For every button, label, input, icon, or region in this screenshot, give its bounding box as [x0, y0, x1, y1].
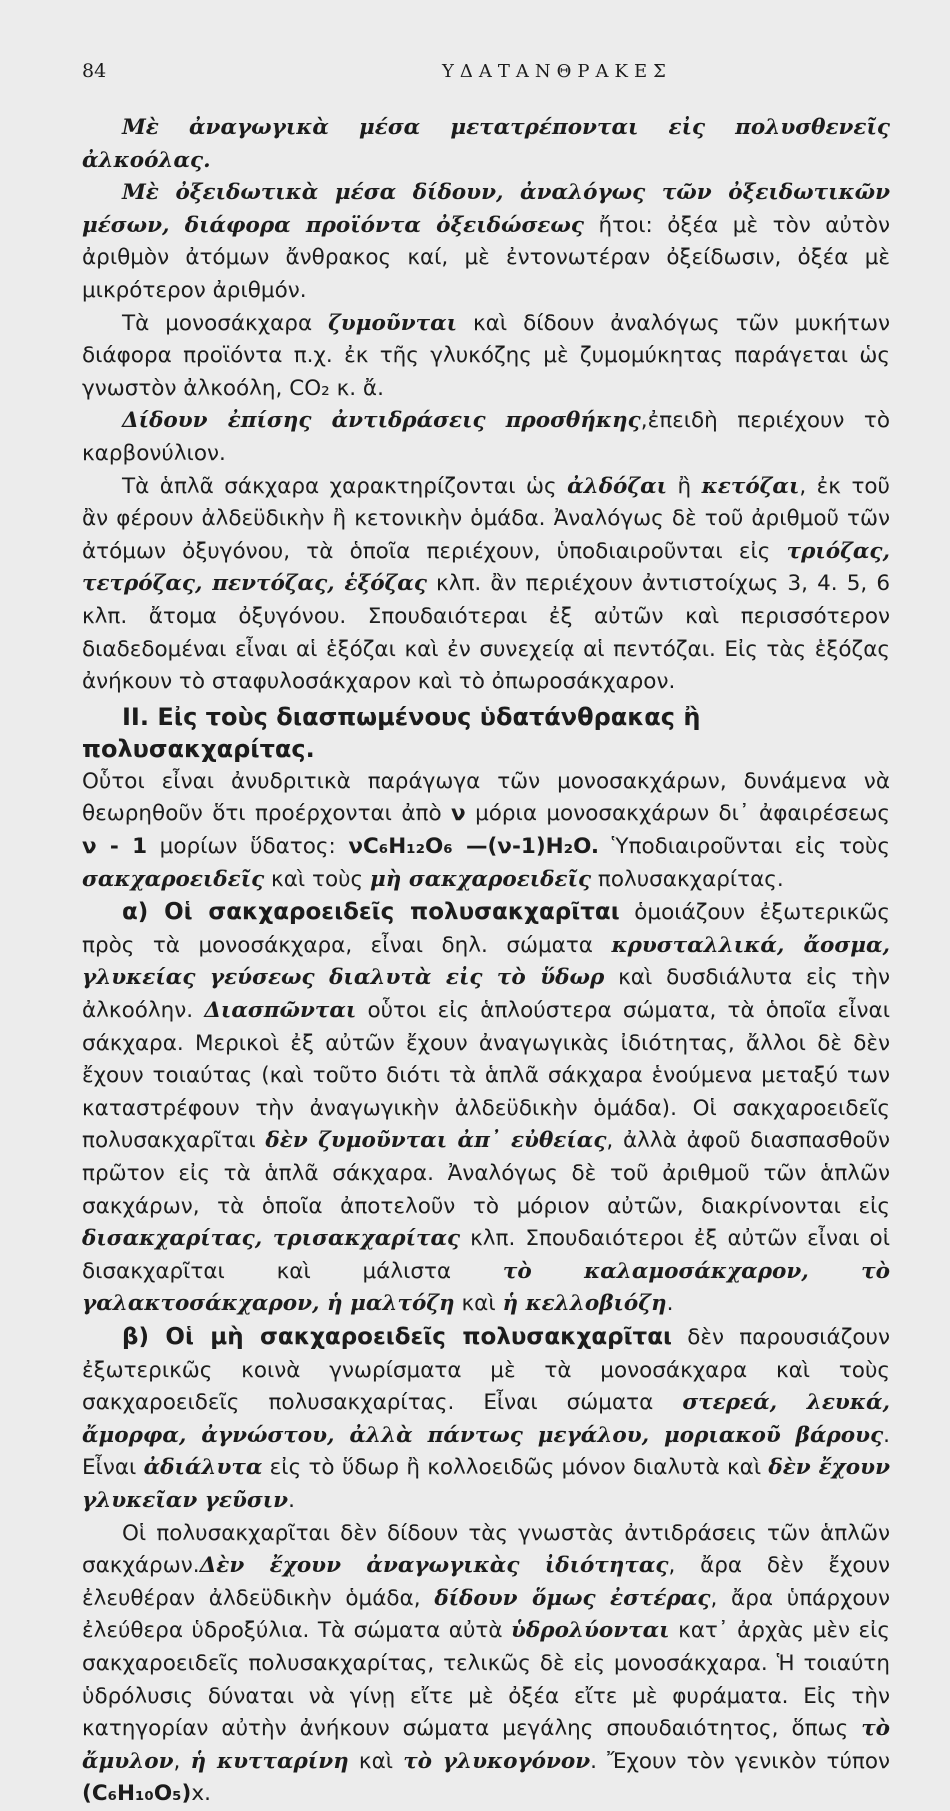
text-span: μορίων ὕδατος: [147, 834, 349, 860]
chemical-formula: (C₆H₁₀O₅) [82, 1781, 192, 1807]
text-span: κατ᾽ ἀρχὰς μὲν εἰς σακχαροειδεῖς πολυσακχαρίτας, τελικῶς δὲ εἰς μονοσάκχαρα. Ἡ τοιαύτη ὑδρόλυσις δύναται νὰ γίνῃ εἴτε μὲ ὀξέα εἴτε μὲ φυράματα. Εἰς τὴν κατηγορίαν αὐτὴν ἀνήκουν σώματα μεγάλης σπουδαιότητος, ὅπως [82, 1618, 891, 1742]
text-span: μὴ σακχαροειδεῖς [370, 866, 592, 892]
text-span: ζυμοῦνται [328, 310, 458, 336]
text-span: ν [451, 801, 466, 827]
text-span: , ἄρα ὑπάρχουν ἐλεύθερα ὑδροξύλια. Τὰ σώματα αὐτὰ [82, 1585, 891, 1644]
text-span: Οἱ πολυσακχαρῖται δὲν δίδουν τὰς γνωστὰς ἀντιδράσεις τῶν ἁπλῶν σακχάρων. [82, 1520, 890, 1579]
paragraph-reactions [82, 1518, 890, 1811]
text-span: τὸ ἄμυλον [82, 1716, 890, 1774]
text-span: . Εἶναι [82, 1422, 890, 1481]
paragraph-fermentation [82, 308, 890, 406]
text-span: x. [191, 1781, 211, 1807]
text-span: δὲν παρουσιάζουν ἐξωτερικῶς κοινὰ γνωρίσματα μὲ τὰ μονοσάκχαρα καὶ τοὺς σακχαροειδεῖς πολυσακχαρίτας. Εἶναι σώματα [82, 1324, 890, 1416]
text-span: καὶ [348, 1748, 404, 1774]
text-span: δὲν ζυμοῦνται ἀπ᾽ εὐθείας [265, 1128, 607, 1154]
text-span: Τὰ μονοσάκχαρα [122, 310, 329, 336]
paragraph-aldoses-ketoses [82, 471, 890, 699]
text-span: Διασπῶνται [204, 998, 357, 1024]
text-span: ὑδρολύονται [511, 1618, 670, 1644]
text-span: , [173, 1748, 191, 1774]
text-span: ἡ κελλοβιόζη [502, 1291, 667, 1317]
text-span: Μὲ ὀξειδωτικὰ μέσα δίδουν, ἀναλόγως τῶν ὀξειδωτικῶν μέσων, διάφορα προϊόντα ὀξειδώσεως [82, 180, 890, 238]
text-span: στερεά, λευκά, ἄμορφα, ἀγνώστου, ἀλλὰ πάντως μεγάλου, μοριακοῦ βάρους [82, 1390, 890, 1448]
section-heading: II. Εἰς τοὺς διασπωμένους ὑδατάνθρακας ἢ πολυσακχαρίτας. [82, 702, 701, 764]
text-span: ἀλδόζαι [567, 473, 668, 499]
subsection-heading: α) Οἱ σακχαροειδεῖς πολυσακχαρῖται [122, 899, 620, 926]
text-span: . Ἔχουν τὸν γενικὸν τύπον [590, 1748, 891, 1774]
text-span: κρυσταλλικά, ἄοσμα, γλυκείας γεύσεως διαλυτὰ εἰς τὸ ὕδωρ [82, 932, 890, 991]
text-span: , ἐκ τοῦ ἂν φέρουν ἀλδεϋδικὴν ἢ κετονικὴν ὁμάδα. Ἀναλόγως δὲ τοῦ ἀριθμοῦ τῶν ἀτόμων ὀξυγόνου, τὰ ὁποῖα περιέχουν, ὑποδιαιροῦνται εἰς [82, 473, 890, 564]
text-span: οὗτοι εἰς ἁπλούστερα σώματα, τὰ ὁποῖα εἶναι σάκχαρα. Μερικοὶ ἐξ αὐτῶν ἔχουν ἀναγωγικὰς ἰδιότητας, ἄλλοι δὲ δὲν ἔχουν τοιαύτας (καὶ τοῦτο διότι τὰ ἁπλᾶ σάκχαρα ἑνούμενα μεταξύ των καταστρέφουν τὴν ἀναγωγικὴν ἀλδεϋδικὴν ὁμάδα). Οἱ σακχαροειδεῖς πολυσακχαρῖται [82, 998, 891, 1154]
text-span: καὶ δυσδιάλυτα εἰς τὴν ἀλκοόλην. [82, 965, 890, 1024]
subsection-heading: β) Οἱ μὴ σακχαροειδεῖς πολυσακχαρῖται [122, 1323, 672, 1350]
text-span: δὲν ἔχουν γλυκεῖαν γεῦσιν [82, 1455, 890, 1513]
text-span: δίδουν ὅμως ἐστέρας [434, 1585, 711, 1611]
text-span: , ἄρα δὲν ἔχουν ἐλευθέραν ἀλδεϋδικὴν ὁμάδα, [82, 1553, 891, 1611]
page-number: 84 [82, 60, 107, 82]
paragraph-addition [82, 405, 890, 470]
paragraph-non-sugarlike [82, 1321, 890, 1518]
text-span: ν - 1 [82, 834, 148, 860]
text-span: τὸ καλαμοσάκχαρον, τὸ γαλακτοσάκχαρον, ἡ μαλτόζη [82, 1258, 890, 1317]
text-span: Δὲν ἔχουν ἀναγωγικὰς ἰδιότητας [199, 1553, 669, 1579]
text-span: Δίδουν ἐπίσης ἀντιδράσεις προσθήκης [122, 408, 641, 434]
text-span: κλπ. Σπουδαιότεροι ἐξ αὐτῶν εἶναι οἱ δισακχαρῖται καὶ μάλιστα [82, 1226, 890, 1284]
text-span: σακχαροειδεῖς [82, 866, 265, 892]
text-span: ,ἐπειδὴ περιέχουν τὸ καρβονύλιον. [82, 408, 890, 466]
paragraph-polysaccharides [82, 766, 890, 896]
text-span: κλπ. ἂν περιέχουν ἀντιστοίχως 3, 4. 5, 6 κλπ. ἄτομα ὀξυγόνου. Σπουδαιότεραι ἐξ αὐτῶν καὶ περισσότερον διαδεδομέναι εἶναι αἱ ἑξόζαι καὶ ἐν συνεχείᾳ αἱ πεντόζαι. Εἰς τὰς ἑξόζας ἀνήκουν τὸ σταφυλοσάκχαρον καὶ τὸ ὀπωροσάκχαρον. [82, 571, 890, 695]
text-span: , ἀλλὰ ἀφοῦ διασπασθοῦν πρῶτον εἰς τὰ ἁπλᾶ σάκχαρα. Ἀναλόγως δὲ τοῦ ἀριθμοῦ τῶν ἁπλῶν σακχάρων, τὰ ὁποῖα ἀποτελοῦν τὸ μόριον αὐτῶν, διακρίνονται εἰς [82, 1128, 891, 1219]
text-span: ἤτοι: ὀξέα μὲ τὸν αὐτὸν ἀριθμὸν ἀτόμων ἄνθρακος καί, μὲ ἐντονωτέραν ὀξείδωσιν, ὀξέα μὲ μικρότερον ἀριθμόν. [82, 212, 890, 303]
text-span: τὸ γλυκογόνον [403, 1748, 591, 1774]
text-span: καὶ [454, 1291, 503, 1317]
text-span: καὶ δίδουν ἀναλόγως τῶν μυκήτων διάφορα προϊόντα π.χ. ἐκ τῆς γλυκόζης μὲ ζυμομύκητας παράγεται ὡς γνωστὸν ἀλκοόλη, CO₂ κ. ἄ. [82, 310, 890, 401]
text-span: ἢ [667, 473, 702, 499]
text-span: κετόζαι [701, 473, 800, 499]
text-span: εἰς τὸ ὕδωρ ἢ κολλοειδῶς μόνον διαλυτὰ καὶ [262, 1455, 769, 1481]
page-header [82, 60, 890, 96]
text-span: δισακχαρίτας, τρισακχαρίτας [82, 1226, 461, 1252]
text-span: ὁμοιάζουν ἐξωτερικῶς πρὸς τὰ μονοσάκχαρα, εἶναι δηλ. σώματα [82, 900, 890, 958]
text-span: . [288, 1487, 295, 1513]
text-span: ἡ κυτταρίνη [190, 1748, 349, 1774]
text-span: Οὗτοι εἶναι ἀνυδριτικὰ παράγωγα τῶν μονοσακχάρων, δυνάμενα νὰ θεωρηθοῦν ὅτι προέρχονται ἀπὸ [82, 768, 890, 827]
text-span: Ὑποδιαιροῦνται εἰς τοὺς [599, 834, 890, 860]
text-span: ἀδιάλυτα [143, 1455, 263, 1481]
running-title: ΥΔΑΤΑΝΘΡΑΚΕΣ [442, 61, 672, 82]
paragraph-sugarlike [82, 896, 890, 1321]
paragraph-reduction [82, 112, 890, 177]
text-span: μόρια μονοσακχάρων δι᾽ ἀφαιρέσεως [465, 801, 891, 827]
page-body [82, 112, 890, 1811]
text-span: πολυσακχαρίτας. [591, 866, 784, 892]
text-span: Μὲ ἀναγωγικὰ μέσα μετατρέπονται εἰς πολυσθενεῖς ἀλκοόλας. [82, 115, 890, 173]
text-span: καὶ τοὺς [264, 866, 370, 892]
text-span: Τὰ ἁπλᾶ σάκχαρα χαρακτηρίζονται ὡς [122, 473, 568, 499]
text-span: τριόζας, τετρόζας, πεντόζας, ἑξόζας [82, 538, 890, 597]
text-span: . [666, 1291, 674, 1317]
paragraph-oxidation [82, 177, 890, 307]
chemical-formula: νC₆H₁₂O₆ —(ν-1)H₂O. [348, 834, 600, 860]
